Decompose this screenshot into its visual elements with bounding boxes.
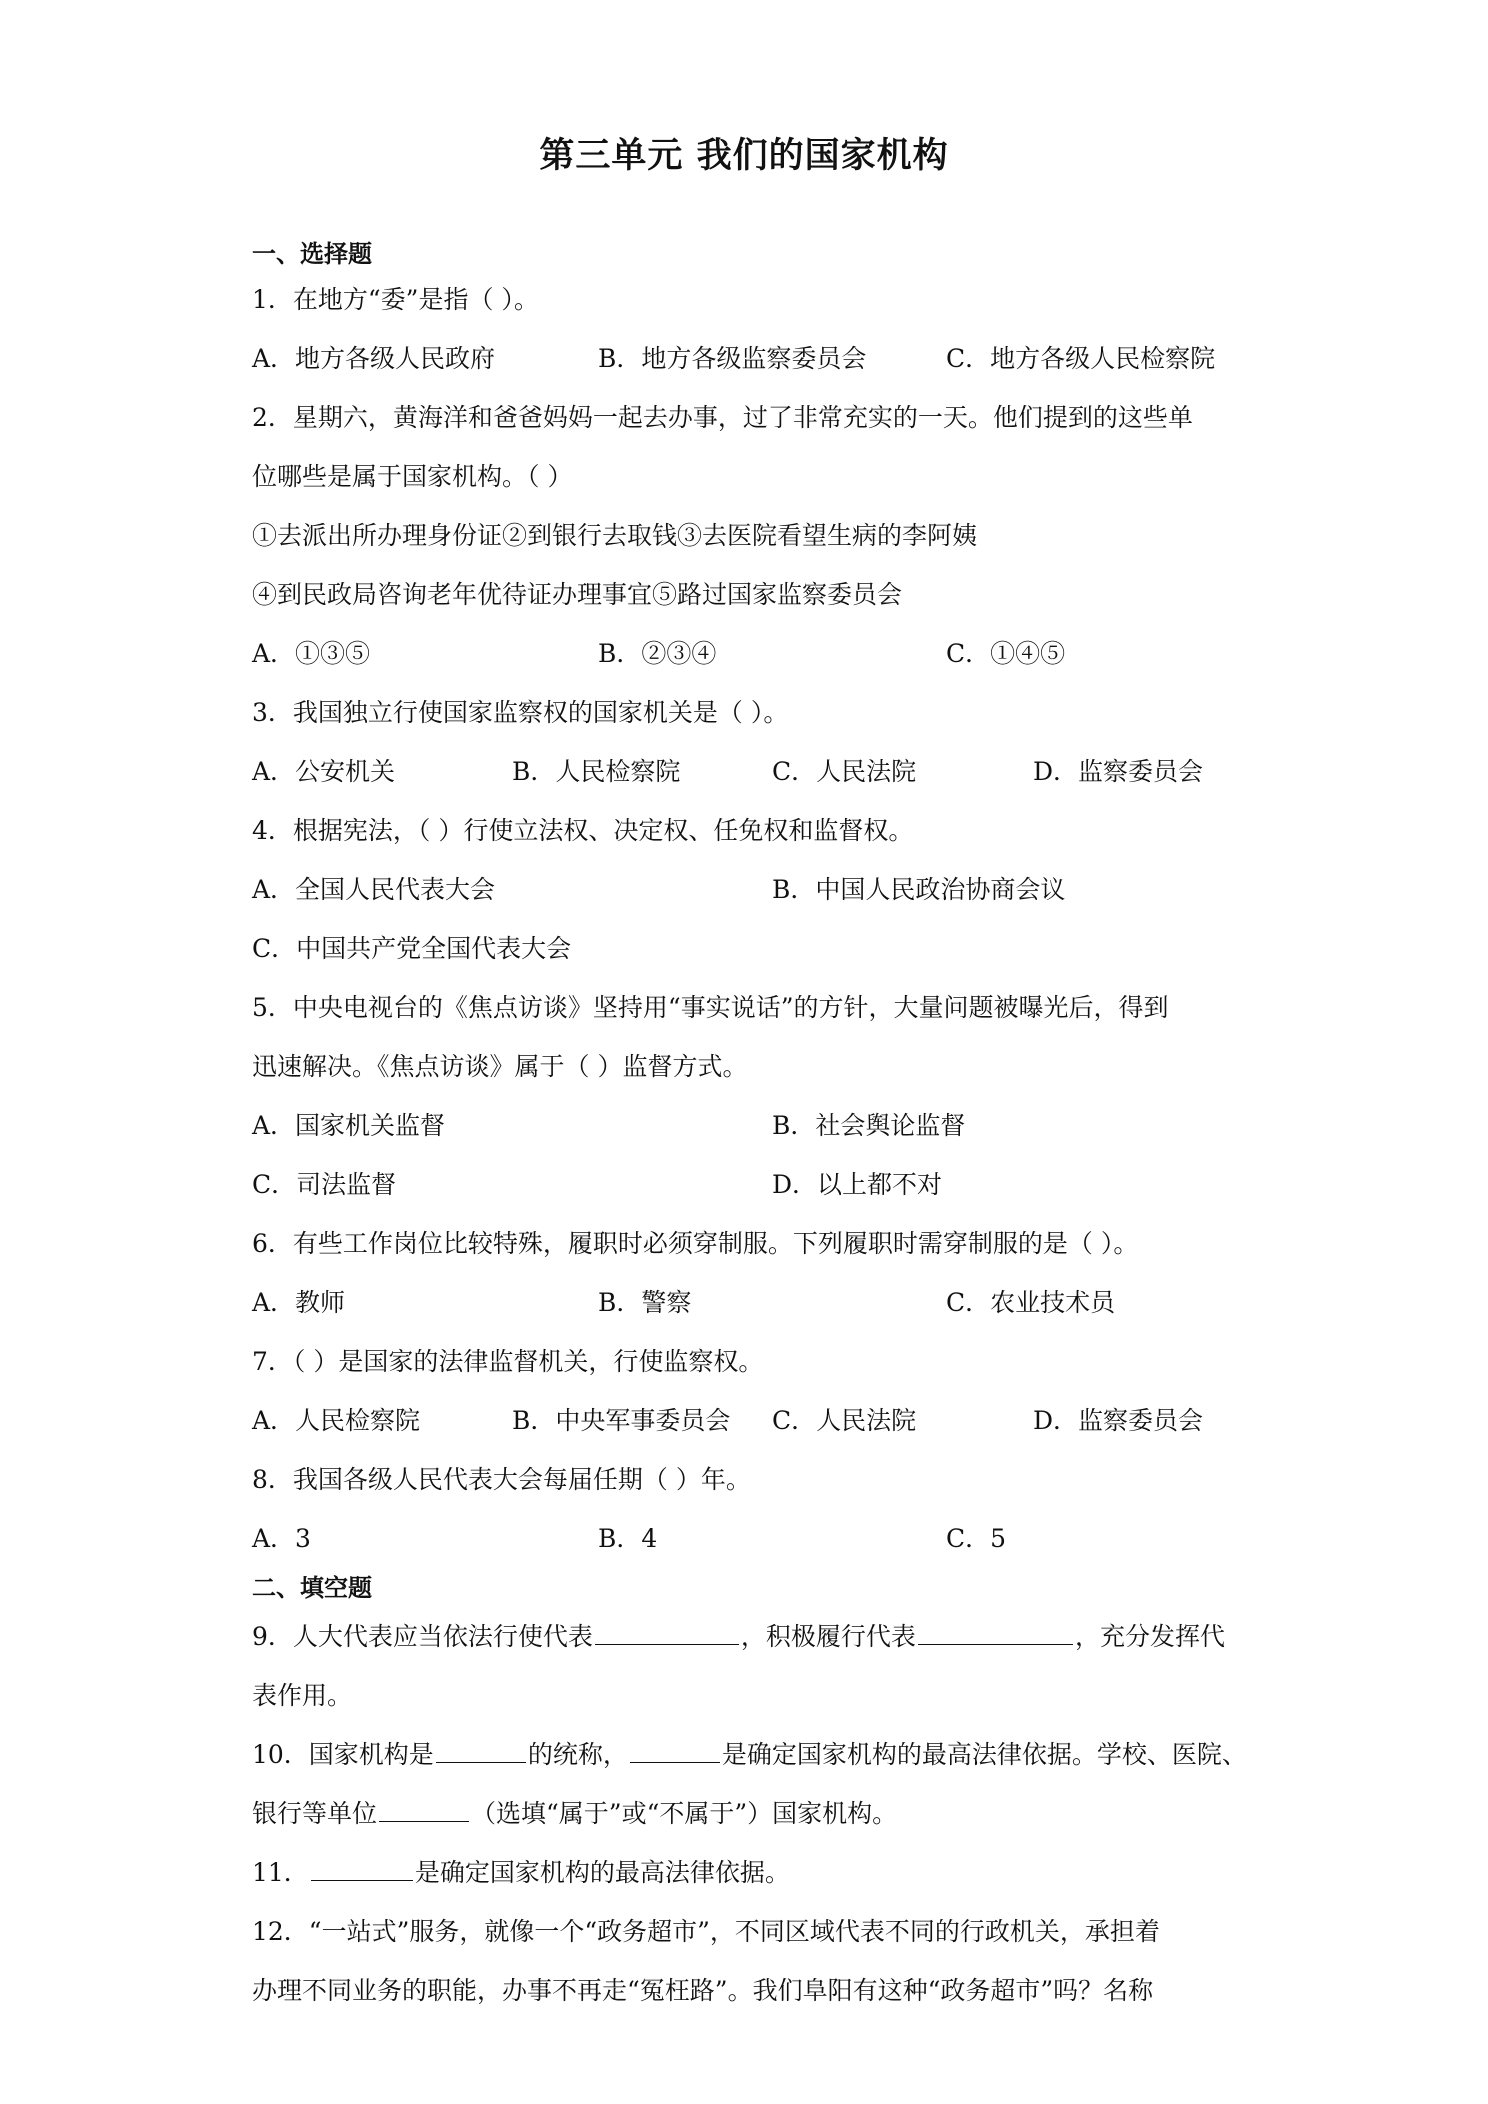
question-9-blank-1[interactable] — [595, 1618, 739, 1645]
question-9-text-2: ，积极履行代表 — [740, 1622, 916, 1651]
question-10-blank-2[interactable] — [630, 1736, 720, 1763]
question-5-stem-line-1: 5．中央电视台的《焦点访谈》坚持用“事实说话”的方针，大量问题被曝光后，得到 — [252, 993, 1169, 1022]
question-10-text-5: （选填“属于”或“不属于”）国家机构。 — [471, 1799, 898, 1828]
question-10-line-1 — [252, 1735, 1247, 1771]
question-4-option-a: A．全国人民代表大会 — [252, 875, 496, 904]
question-7-option-d: D．监察委员会 — [1033, 1406, 1204, 1435]
question-7-stem: 7．（ ）是国家的法律监督机关，行使监察权。 — [252, 1347, 764, 1376]
question-5-option-a: A．国家机关监督 — [252, 1111, 446, 1140]
question-12-line-2: 办理不同业务的职能，办事不再走“冤枉路”。我们阜阳有这种“政务超市”吗？名称 — [252, 1976, 1154, 2005]
question-10-blank-3[interactable] — [379, 1795, 469, 1822]
question-3-option-c: C．人民法院 — [772, 757, 917, 786]
section-heading-choice: 一、选择题 — [252, 240, 372, 268]
question-3-option-b: B．人民检察院 — [512, 757, 681, 786]
question-11-text-1: 11． — [252, 1858, 309, 1887]
question-11-line — [252, 1853, 790, 1889]
question-4-option-b: B．中国人民政治协商会议 — [772, 875, 1066, 904]
question-3-option-d: D．监察委员会 — [1033, 757, 1204, 786]
question-8-option-a: A．3 — [252, 1524, 311, 1553]
question-5-option-d: D．以上都不对 — [772, 1170, 943, 1199]
question-7-option-a: A．人民检察院 — [252, 1406, 421, 1435]
question-1-option-a: A．地方各级人民政府 — [252, 344, 496, 373]
question-6-option-a: A．教师 — [252, 1288, 346, 1317]
question-10-text-4: 银行等单位 — [252, 1799, 378, 1828]
question-9-line-2: 表作用。 — [252, 1681, 353, 1710]
question-8-option-c: C．5 — [946, 1524, 1007, 1553]
question-10-blank-1[interactable] — [436, 1736, 526, 1763]
question-9-text-3: ，充分发挥代 — [1074, 1622, 1225, 1651]
question-2-items-line-1: ①去派出所办理身份证②到银行去取钱③去医院看望生病的李阿姨 — [252, 521, 978, 550]
question-10-text-1: 10．国家机构是 — [252, 1740, 434, 1769]
page-title: 第三单元 我们的国家机构 — [539, 136, 949, 176]
question-5-option-c: C．司法监督 — [252, 1170, 397, 1199]
question-5-option-b: B．社会舆论监督 — [772, 1111, 966, 1140]
question-3-option-a: A．公安机关 — [252, 757, 396, 786]
question-7-option-c: C．人民法院 — [772, 1406, 917, 1435]
question-2-items-line-2: ④到民政局咨询老年优待证办理事宜⑤路过国家监察委员会 — [252, 580, 903, 609]
question-5-stem-line-2: 迅速解决。《焦点访谈》属于（ ）监督方式。 — [252, 1052, 748, 1081]
question-2-option-c: C．①④⑤ — [946, 639, 1066, 668]
question-6-option-b: B．警察 — [598, 1288, 692, 1317]
question-11-blank-1[interactable] — [311, 1854, 413, 1881]
question-4-option-c: C．中国共产党全国代表大会 — [252, 934, 572, 963]
question-2-stem-line-1: 2．星期六，黄海洋和爸爸妈妈一起去办事，过了非常充实的一天。他们提到的这些单 — [252, 403, 1193, 432]
question-8-option-b: B．4 — [598, 1524, 658, 1553]
question-2-option-b: B．②③④ — [598, 639, 717, 668]
question-4-stem: 4．根据宪法，（ ）行使立法权、决定权、任免权和监督权。 — [252, 816, 914, 845]
question-9-line-1 — [252, 1617, 1225, 1653]
question-3-stem: 3．我国独立行使国家监察权的国家机关是（ ）。 — [252, 698, 789, 727]
question-6-option-c: C．农业技术员 — [946, 1288, 1116, 1317]
question-10-text-2: 的统称， — [527, 1740, 628, 1769]
question-1-option-b: B．地方各级监察委员会 — [598, 344, 867, 373]
question-10-text-3: 是确定国家机构的最高法律依据。学校、医院、 — [721, 1740, 1247, 1769]
section-heading-fill: 二、填空题 — [252, 1574, 372, 1602]
question-11-text-2: 是确定国家机构的最高法律依据。 — [414, 1858, 790, 1887]
question-1-stem: 1．在地方“委”是指（ ）。 — [252, 285, 539, 314]
question-7-option-b: B．中央军事委员会 — [512, 1406, 731, 1435]
question-2-stem-line-2: 位哪些是属于国家机构。（ ） — [252, 462, 573, 491]
question-10-line-2 — [252, 1794, 897, 1830]
question-9-text-1: 9．人大代表应当依法行使代表 — [252, 1622, 593, 1651]
question-9-blank-2[interactable] — [918, 1618, 1073, 1645]
question-2-option-a: A．①③⑤ — [252, 639, 371, 668]
question-1-option-c: C．地方各级人民检察院 — [946, 344, 1216, 373]
question-8-stem: 8．我国各级人民代表大会每届任期（ ）年。 — [252, 1465, 751, 1494]
question-6-stem: 6．有些工作岗位比较特殊，履职时必须穿制服。下列履职时需穿制服的是（ ）。 — [252, 1229, 1139, 1258]
question-12-line-1: 12．“一站式”服务，就像一个“政务超市”，不同区域代表不同的行政机关，承担着 — [252, 1917, 1160, 1946]
